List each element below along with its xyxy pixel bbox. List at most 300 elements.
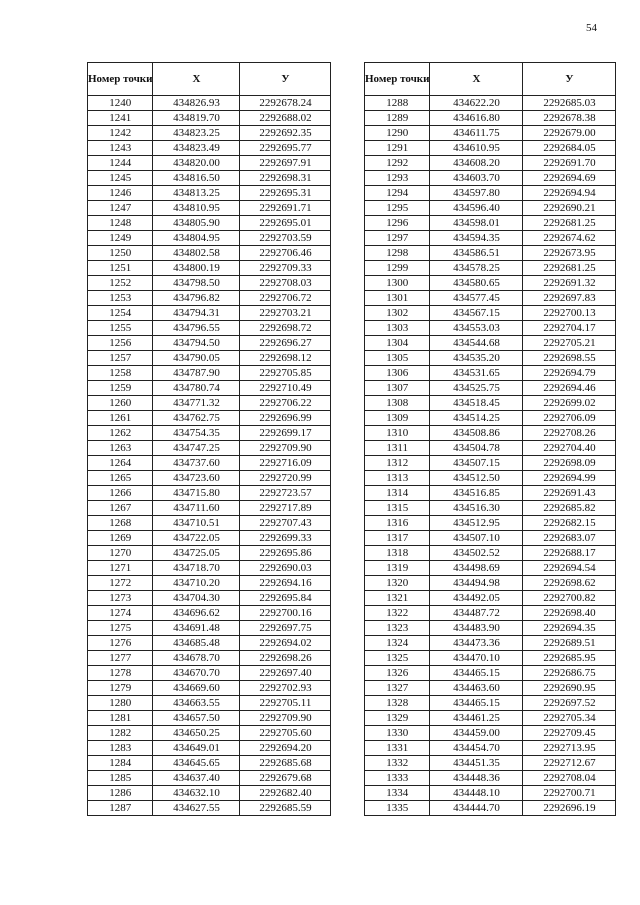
y-coordinate-cell: 2292688.02 — [240, 111, 331, 126]
point-number-cell: 1311 — [365, 441, 430, 456]
x-coordinate-cell: 434798.50 — [153, 276, 240, 291]
table-row — [88, 261, 331, 276]
x-coordinate-cell: 434525.75 — [430, 381, 523, 396]
point-number-cell: 1248 — [88, 216, 153, 231]
table-row — [365, 426, 616, 441]
x-coordinate-cell: 434722.05 — [153, 531, 240, 546]
point-number-cell: 1246 — [88, 186, 153, 201]
y-coordinate-cell: 2292682.40 — [240, 786, 331, 801]
table-row — [365, 801, 616, 816]
y-coordinate-cell: 2292708.03 — [240, 276, 331, 291]
point-number-cell: 1260 — [88, 396, 153, 411]
table-row — [88, 441, 331, 456]
point-number-cell: 1274 — [88, 606, 153, 621]
point-number-cell: 1241 — [88, 111, 153, 126]
y-coordinate-cell: 2292716.09 — [240, 456, 331, 471]
point-number-cell: 1258 — [88, 366, 153, 381]
point-number-cell: 1275 — [88, 621, 153, 636]
x-coordinate-cell: 434794.31 — [153, 306, 240, 321]
point-number-cell: 1265 — [88, 471, 153, 486]
point-number-cell: 1273 — [88, 591, 153, 606]
x-coordinate-cell: 434710.20 — [153, 576, 240, 591]
point-number-cell: 1320 — [365, 576, 430, 591]
table-row — [365, 126, 616, 141]
table-row — [365, 96, 616, 111]
x-coordinate-cell: 434616.80 — [430, 111, 523, 126]
point-number-cell: 1262 — [88, 426, 153, 441]
point-number-cell: 1279 — [88, 681, 153, 696]
page-number: 54 — [586, 22, 597, 34]
table-row — [88, 141, 331, 156]
table-row — [88, 396, 331, 411]
table-row — [88, 126, 331, 141]
point-number-cell: 1288 — [365, 96, 430, 111]
table-row — [365, 741, 616, 756]
x-coordinate-cell: 434531.65 — [430, 366, 523, 381]
table-row — [365, 711, 616, 726]
x-coordinate-cell: 434463.60 — [430, 681, 523, 696]
table-row — [365, 561, 616, 576]
table-row — [88, 516, 331, 531]
x-coordinate-cell: 434715.80 — [153, 486, 240, 501]
y-coordinate-cell: 2292698.31 — [240, 171, 331, 186]
point-number-cell: 1317 — [365, 531, 430, 546]
x-coordinate-cell: 434691.48 — [153, 621, 240, 636]
y-coordinate-cell: 2292700.82 — [523, 591, 616, 606]
table-row — [88, 621, 331, 636]
x-coordinate-cell: 434685.48 — [153, 636, 240, 651]
y-coordinate-cell: 2292694.94 — [523, 186, 616, 201]
point-number-cell: 1249 — [88, 231, 153, 246]
point-number-cell: 1290 — [365, 126, 430, 141]
point-number-cell: 1282 — [88, 726, 153, 741]
y-coordinate-cell: 2292673.95 — [523, 246, 616, 261]
point-number-cell: 1305 — [365, 351, 430, 366]
x-coordinate-cell: 434823.25 — [153, 126, 240, 141]
y-coordinate-cell: 2292685.03 — [523, 96, 616, 111]
table-row — [365, 471, 616, 486]
point-number-cell: 1259 — [88, 381, 153, 396]
table-header-row — [88, 63, 331, 96]
y-coordinate-cell: 2292689.51 — [523, 636, 616, 651]
x-coordinate-cell: 434816.50 — [153, 171, 240, 186]
y-coordinate-cell: 2292694.69 — [523, 171, 616, 186]
point-number-cell: 1293 — [365, 171, 430, 186]
point-number-cell: 1245 — [88, 171, 153, 186]
x-coordinate-cell: 434794.50 — [153, 336, 240, 351]
point-number-cell: 1310 — [365, 426, 430, 441]
table-row — [88, 201, 331, 216]
x-coordinate-cell: 434448.10 — [430, 786, 523, 801]
table-row — [88, 171, 331, 186]
coordinates-table-left — [87, 62, 331, 816]
table-row — [365, 201, 616, 216]
point-number-cell: 1255 — [88, 321, 153, 336]
point-number-cell: 1319 — [365, 561, 430, 576]
table-row — [88, 591, 331, 606]
point-number-cell: 1287 — [88, 801, 153, 816]
table-row — [88, 501, 331, 516]
table-row — [88, 606, 331, 621]
table-row — [365, 786, 616, 801]
table-row — [88, 711, 331, 726]
table-row — [365, 171, 616, 186]
x-coordinate-cell: 434598.01 — [430, 216, 523, 231]
point-number-cell: 1294 — [365, 186, 430, 201]
y-coordinate-cell: 2292681.25 — [523, 216, 616, 231]
y-coordinate-cell: 2292706.09 — [523, 411, 616, 426]
y-coordinate-cell: 2292694.20 — [240, 741, 331, 756]
y-coordinate-cell: 2292706.22 — [240, 396, 331, 411]
point-number-cell: 1318 — [365, 546, 430, 561]
y-coordinate-cell: 2292698.12 — [240, 351, 331, 366]
point-number-cell: 1295 — [365, 201, 430, 216]
x-coordinate-cell: 434594.35 — [430, 231, 523, 246]
table-row — [88, 651, 331, 666]
x-coordinate-cell: 434650.25 — [153, 726, 240, 741]
point-number-cell: 1334 — [365, 786, 430, 801]
table-row — [88, 351, 331, 366]
table-row — [365, 396, 616, 411]
y-coordinate-cell: 2292708.26 — [523, 426, 616, 441]
table-row — [365, 531, 616, 546]
x-coordinate-cell: 434459.00 — [430, 726, 523, 741]
x-coordinate-cell: 434465.15 — [430, 696, 523, 711]
y-coordinate-cell: 2292696.27 — [240, 336, 331, 351]
x-coordinate-cell: 434780.74 — [153, 381, 240, 396]
x-coordinate-cell: 434762.75 — [153, 411, 240, 426]
table-row — [365, 771, 616, 786]
table-row — [88, 156, 331, 171]
table-row — [365, 621, 616, 636]
y-coordinate-cell: 2292692.35 — [240, 126, 331, 141]
point-number-cell: 1263 — [88, 441, 153, 456]
x-coordinate-cell: 434800.19 — [153, 261, 240, 276]
x-coordinate-cell: 434823.49 — [153, 141, 240, 156]
point-number-cell: 1335 — [365, 801, 430, 816]
y-coordinate-cell: 2292705.21 — [523, 336, 616, 351]
y-coordinate-cell: 2292678.38 — [523, 111, 616, 126]
y-coordinate-cell: 2292679.68 — [240, 771, 331, 786]
table-row — [88, 741, 331, 756]
y-coordinate-cell: 2292691.43 — [523, 486, 616, 501]
y-coordinate-cell: 2292678.24 — [240, 96, 331, 111]
coordinates-table-right — [364, 62, 616, 816]
y-coordinate-cell: 2292694.02 — [240, 636, 331, 651]
point-number-cell: 1257 — [88, 351, 153, 366]
point-number-cell: 1276 — [88, 636, 153, 651]
y-coordinate-cell: 2292686.75 — [523, 666, 616, 681]
point-number-cell: 1297 — [365, 231, 430, 246]
point-number-cell: 1280 — [88, 696, 153, 711]
x-coordinate-cell: 434813.25 — [153, 186, 240, 201]
table-row — [365, 411, 616, 426]
point-number-cell: 1330 — [365, 726, 430, 741]
point-number-cell: 1256 — [88, 336, 153, 351]
table-row — [88, 726, 331, 741]
y-coordinate-cell: 2292709.45 — [523, 726, 616, 741]
table-row — [88, 366, 331, 381]
x-coordinate-cell: 434710.51 — [153, 516, 240, 531]
y-coordinate-cell: 2292698.26 — [240, 651, 331, 666]
y-coordinate-cell: 2292694.54 — [523, 561, 616, 576]
point-number-cell: 1289 — [365, 111, 430, 126]
x-coordinate-cell: 434637.40 — [153, 771, 240, 786]
x-coordinate-cell: 434804.95 — [153, 231, 240, 246]
x-coordinate-cell: 434448.36 — [430, 771, 523, 786]
y-coordinate-cell: 2292698.55 — [523, 351, 616, 366]
table-row — [365, 231, 616, 246]
x-coordinate-cell: 434790.05 — [153, 351, 240, 366]
x-coordinate-cell: 434514.25 — [430, 411, 523, 426]
y-coordinate-cell: 2292712.67 — [523, 756, 616, 771]
x-coordinate-cell: 434696.62 — [153, 606, 240, 621]
y-coordinate-cell: 2292691.32 — [523, 276, 616, 291]
x-coordinate-cell: 434473.36 — [430, 636, 523, 651]
x-coordinate-cell: 434820.00 — [153, 156, 240, 171]
point-number-cell: 1253 — [88, 291, 153, 306]
table-row — [365, 546, 616, 561]
y-coordinate-cell: 2292684.05 — [523, 141, 616, 156]
x-coordinate-cell: 434567.15 — [430, 306, 523, 321]
table-row — [88, 276, 331, 291]
table-row — [88, 111, 331, 126]
x-coordinate-cell: 434771.32 — [153, 396, 240, 411]
table-row — [88, 231, 331, 246]
table-row — [88, 681, 331, 696]
point-number-cell: 1307 — [365, 381, 430, 396]
y-coordinate-cell: 2292685.82 — [523, 501, 616, 516]
table-row — [88, 186, 331, 201]
point-number-cell: 1270 — [88, 546, 153, 561]
table-row — [365, 111, 616, 126]
point-number-cell: 1240 — [88, 96, 153, 111]
y-coordinate-cell: 2292694.46 — [523, 381, 616, 396]
table-row — [88, 696, 331, 711]
table-row — [88, 321, 331, 336]
point-number-cell: 1272 — [88, 576, 153, 591]
table-row — [88, 486, 331, 501]
table-row — [88, 786, 331, 801]
y-coordinate-cell: 2292703.21 — [240, 306, 331, 321]
point-number-cell: 1302 — [365, 306, 430, 321]
y-coordinate-cell: 2292700.16 — [240, 606, 331, 621]
x-coordinate-cell: 434498.69 — [430, 561, 523, 576]
header-y: У — [523, 63, 616, 96]
table-row — [365, 366, 616, 381]
header-x: X — [153, 63, 240, 96]
point-number-cell: 1299 — [365, 261, 430, 276]
point-number-cell: 1329 — [365, 711, 430, 726]
y-coordinate-cell: 2292690.03 — [240, 561, 331, 576]
table-row — [88, 456, 331, 471]
x-coordinate-cell: 434754.35 — [153, 426, 240, 441]
y-coordinate-cell: 2292674.62 — [523, 231, 616, 246]
table-row — [365, 261, 616, 276]
y-coordinate-cell: 2292685.68 — [240, 756, 331, 771]
y-coordinate-cell: 2292713.95 — [523, 741, 616, 756]
point-number-cell: 1271 — [88, 561, 153, 576]
table-row — [365, 516, 616, 531]
point-number-cell: 1250 — [88, 246, 153, 261]
table-row — [88, 291, 331, 306]
point-number-cell: 1252 — [88, 276, 153, 291]
x-coordinate-cell: 434802.58 — [153, 246, 240, 261]
x-coordinate-cell: 434483.90 — [430, 621, 523, 636]
table-row — [365, 591, 616, 606]
y-coordinate-cell: 2292698.09 — [523, 456, 616, 471]
table-row — [365, 486, 616, 501]
y-coordinate-cell: 2292695.01 — [240, 216, 331, 231]
point-number-cell: 1303 — [365, 321, 430, 336]
x-coordinate-cell: 434507.15 — [430, 456, 523, 471]
table-row — [365, 681, 616, 696]
point-number-cell: 1327 — [365, 681, 430, 696]
table-row — [365, 636, 616, 651]
x-coordinate-cell: 434508.86 — [430, 426, 523, 441]
x-coordinate-cell: 434622.20 — [430, 96, 523, 111]
y-coordinate-cell: 2292697.75 — [240, 621, 331, 636]
point-number-cell: 1308 — [365, 396, 430, 411]
point-number-cell: 1254 — [88, 306, 153, 321]
table-row — [365, 156, 616, 171]
y-coordinate-cell: 2292695.84 — [240, 591, 331, 606]
x-coordinate-cell: 434516.30 — [430, 501, 523, 516]
x-coordinate-cell: 434610.95 — [430, 141, 523, 156]
x-coordinate-cell: 434580.65 — [430, 276, 523, 291]
y-coordinate-cell: 2292702.93 — [240, 681, 331, 696]
point-number-cell: 1278 — [88, 666, 153, 681]
y-coordinate-cell: 2292696.99 — [240, 411, 331, 426]
y-coordinate-cell: 2292691.70 — [523, 156, 616, 171]
point-number-cell: 1281 — [88, 711, 153, 726]
x-coordinate-cell: 434608.20 — [430, 156, 523, 171]
table-row — [88, 426, 331, 441]
y-coordinate-cell: 2292694.99 — [523, 471, 616, 486]
x-coordinate-cell: 434810.95 — [153, 201, 240, 216]
point-number-cell: 1331 — [365, 741, 430, 756]
x-coordinate-cell: 434553.03 — [430, 321, 523, 336]
table-row — [88, 411, 331, 426]
x-coordinate-cell: 434494.98 — [430, 576, 523, 591]
x-coordinate-cell: 434796.82 — [153, 291, 240, 306]
y-coordinate-cell: 2292699.02 — [523, 396, 616, 411]
x-coordinate-cell: 434444.70 — [430, 801, 523, 816]
table-row — [365, 666, 616, 681]
x-coordinate-cell: 434747.25 — [153, 441, 240, 456]
table-row — [365, 726, 616, 741]
point-number-cell: 1312 — [365, 456, 430, 471]
table-row — [365, 756, 616, 771]
table-row — [365, 276, 616, 291]
table-row — [365, 501, 616, 516]
point-number-cell: 1251 — [88, 261, 153, 276]
table-row — [88, 666, 331, 681]
table-row — [88, 216, 331, 231]
point-number-cell: 1328 — [365, 696, 430, 711]
table-row — [88, 561, 331, 576]
x-coordinate-cell: 434787.90 — [153, 366, 240, 381]
point-number-cell: 1325 — [365, 651, 430, 666]
table-row — [365, 216, 616, 231]
y-coordinate-cell: 2292694.35 — [523, 621, 616, 636]
point-number-cell: 1300 — [365, 276, 430, 291]
y-coordinate-cell: 2292717.89 — [240, 501, 331, 516]
x-coordinate-cell: 434627.55 — [153, 801, 240, 816]
x-coordinate-cell: 434454.70 — [430, 741, 523, 756]
y-coordinate-cell: 2292705.11 — [240, 696, 331, 711]
x-coordinate-cell: 434670.70 — [153, 666, 240, 681]
y-coordinate-cell: 2292709.33 — [240, 261, 331, 276]
table-row — [365, 441, 616, 456]
y-coordinate-cell: 2292706.72 — [240, 291, 331, 306]
y-coordinate-cell: 2292708.04 — [523, 771, 616, 786]
point-number-cell: 1264 — [88, 456, 153, 471]
point-number-cell: 1332 — [365, 756, 430, 771]
header-y: У — [240, 63, 331, 96]
y-coordinate-cell: 2292697.91 — [240, 156, 331, 171]
x-coordinate-cell: 434669.60 — [153, 681, 240, 696]
x-coordinate-cell: 434544.68 — [430, 336, 523, 351]
x-coordinate-cell: 434711.60 — [153, 501, 240, 516]
x-coordinate-cell: 434737.60 — [153, 456, 240, 471]
table-row — [88, 381, 331, 396]
point-number-cell: 1306 — [365, 366, 430, 381]
x-coordinate-cell: 434796.55 — [153, 321, 240, 336]
point-number-cell: 1313 — [365, 471, 430, 486]
y-coordinate-cell: 2292699.17 — [240, 426, 331, 441]
y-coordinate-cell: 2292703.59 — [240, 231, 331, 246]
y-coordinate-cell: 2292705.34 — [523, 711, 616, 726]
point-number-cell: 1243 — [88, 141, 153, 156]
table-row — [365, 246, 616, 261]
point-number-cell: 1247 — [88, 201, 153, 216]
y-coordinate-cell: 2292698.40 — [523, 606, 616, 621]
header-point-number: Номер точки — [365, 63, 430, 96]
y-coordinate-cell: 2292690.95 — [523, 681, 616, 696]
x-coordinate-cell: 434518.45 — [430, 396, 523, 411]
x-coordinate-cell: 434826.93 — [153, 96, 240, 111]
table-header-row — [365, 63, 616, 96]
table-row — [365, 336, 616, 351]
point-number-cell: 1326 — [365, 666, 430, 681]
x-coordinate-cell: 434597.80 — [430, 186, 523, 201]
table-row — [88, 771, 331, 786]
x-coordinate-cell: 434632.10 — [153, 786, 240, 801]
table-row — [365, 381, 616, 396]
y-coordinate-cell: 2292706.46 — [240, 246, 331, 261]
x-coordinate-cell: 434663.55 — [153, 696, 240, 711]
table-row — [365, 696, 616, 711]
y-coordinate-cell: 2292695.31 — [240, 186, 331, 201]
x-coordinate-cell: 434470.10 — [430, 651, 523, 666]
y-coordinate-cell: 2292694.79 — [523, 366, 616, 381]
point-number-cell: 1266 — [88, 486, 153, 501]
table-row — [88, 336, 331, 351]
x-coordinate-cell: 434718.70 — [153, 561, 240, 576]
x-coordinate-cell: 434504.78 — [430, 441, 523, 456]
table-row — [365, 291, 616, 306]
y-coordinate-cell: 2292683.07 — [523, 531, 616, 546]
table-row — [88, 801, 331, 816]
x-coordinate-cell: 434586.51 — [430, 246, 523, 261]
table-row — [88, 306, 331, 321]
table-row — [365, 606, 616, 621]
table-row — [365, 321, 616, 336]
x-coordinate-cell: 434451.35 — [430, 756, 523, 771]
x-coordinate-cell: 434502.52 — [430, 546, 523, 561]
y-coordinate-cell: 2292691.71 — [240, 201, 331, 216]
